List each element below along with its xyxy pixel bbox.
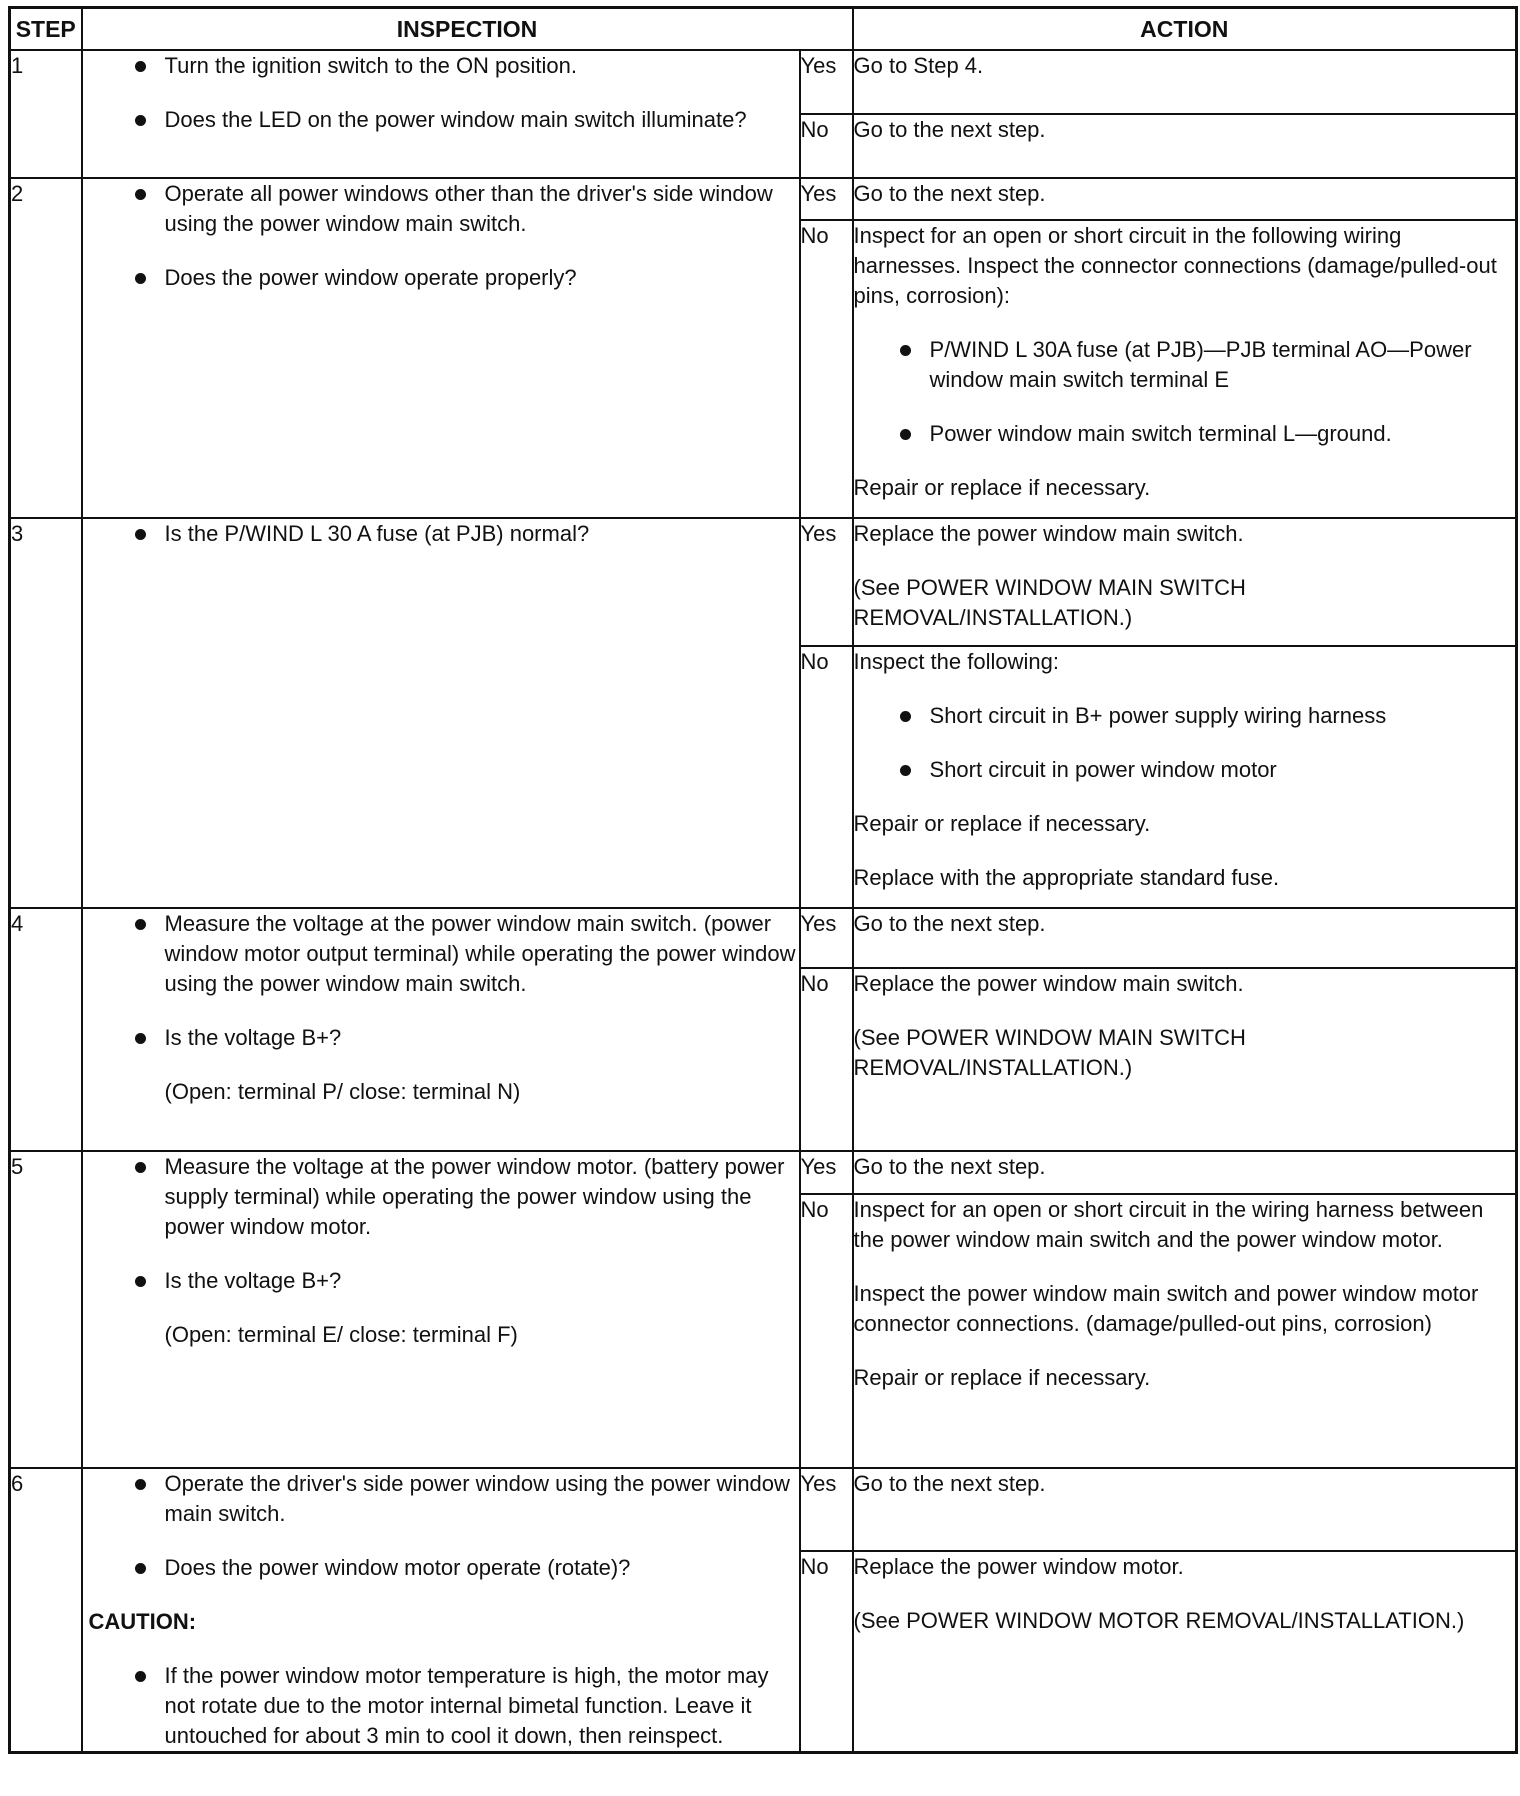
step-number: 1: [10, 50, 82, 178]
no-action-end: Repair or replace if necessary.: [853, 475, 1151, 500]
table-row: [10, 908, 1517, 968]
yes-label: Yes: [800, 908, 853, 968]
inspection-item: Does the power window operate properly?: [83, 263, 799, 293]
inspection-header: INSPECTION: [82, 8, 853, 51]
inspection-item: Operate the driver's side power window using the power window main switch.: [83, 1469, 799, 1529]
no-action-item: P/WIND L 30A fuse (at PJB)—PJB terminal AO—Power window main switch terminal E: [854, 335, 1516, 395]
no-action-text: Replace the power window main switch.: [853, 971, 1244, 996]
yes-action: Go to the next step.: [853, 1151, 1517, 1194]
yes-label: Yes: [800, 518, 853, 646]
table-row: [10, 50, 1517, 114]
yes-action-note: (See POWER WINDOW MAIN SWITCH REMOVAL/INSTALLATION.): [853, 575, 1246, 630]
no-label: No: [800, 114, 853, 178]
step-header: STEP: [10, 8, 82, 51]
caution-item: If the power window motor temperature is high, the motor may not rotate due to the motor internal bimetal function. Leave it untouched for about 3 min to cool it down, then reinspect.: [83, 1661, 799, 1751]
inspection-cell: [82, 1468, 800, 1753]
yes-action-text: Replace the power window main switch.: [853, 521, 1244, 546]
action-header: ACTION: [853, 8, 1517, 51]
no-label: No: [800, 968, 853, 1151]
inspection-item: Does the LED on the power window main switch illuminate?: [83, 105, 799, 135]
step-number: 6: [10, 1468, 82, 1753]
table-row: [10, 178, 1517, 220]
yes-action: Go to the next step.: [853, 1468, 1517, 1551]
no-action-note: (See POWER WINDOW MAIN SWITCH REMOVAL/INSTALLATION.): [853, 1025, 1246, 1080]
inspection-note: (Open: terminal P/ close: terminal N): [164, 1079, 521, 1104]
no-action-text: Inspect the power window main switch and power window motor connector connections. (damage/pulled-out pins, corrosion): [853, 1281, 1479, 1336]
step-number: 5: [10, 1151, 82, 1468]
step-number: 2: [10, 178, 82, 518]
no-label: No: [800, 1194, 853, 1468]
no-action-end: Repair or replace if necessary.: [853, 811, 1151, 836]
no-action-item: Power window main switch terminal L—ground.: [854, 419, 1516, 449]
no-label: No: [800, 220, 853, 518]
step-number: 3: [10, 518, 82, 908]
yes-label: Yes: [800, 178, 853, 220]
inspection-cell: [82, 1151, 800, 1468]
header-row: [10, 8, 1517, 51]
no-action-end: Repair or replace if necessary.: [853, 1365, 1151, 1390]
inspection-item: Is the voltage B+?: [83, 1266, 799, 1296]
no-action-note: (See POWER WINDOW MOTOR REMOVAL/INSTALLATION.): [853, 1608, 1465, 1633]
no-action-intro: Inspect for an open or short circuit in the wiring harness between the power window main switch and the power window motor.: [853, 1197, 1484, 1252]
inspection-item: Turn the ignition switch to the ON position.: [83, 51, 799, 81]
no-action: [853, 968, 1517, 1151]
table-row: [10, 518, 1517, 646]
table-row: [10, 1468, 1517, 1551]
troubleshooting-table: [8, 6, 1518, 1754]
yes-action: Go to Step 4.: [853, 50, 1517, 114]
no-action-end: Replace with the appropriate standard fuse.: [853, 865, 1280, 890]
yes-label: Yes: [800, 1151, 853, 1194]
inspection-cell: [82, 908, 800, 1151]
no-action-intro: Inspect for an open or short circuit in the following wiring harnesses. Inspect the connector connections (damage/pulled-out pins, corrosion):: [853, 223, 1497, 308]
yes-label: Yes: [800, 50, 853, 114]
no-action-item: Short circuit in power window motor: [854, 755, 1516, 785]
no-label: No: [800, 646, 853, 908]
no-action: [853, 1194, 1517, 1468]
yes-action: Go to the next step.: [853, 178, 1517, 220]
inspection-item: Does the power window motor operate (rotate)?: [83, 1553, 799, 1583]
inspection-item: Operate all power windows other than the driver's side window using the power window main switch.: [83, 179, 799, 239]
inspection-item: Measure the voltage at the power window main switch. (power window motor output terminal) while operating the power window using the power window main switch.: [83, 909, 799, 999]
inspection-item: Measure the voltage at the power window motor. (battery power supply terminal) while operating the power window using the power window motor.: [83, 1152, 799, 1242]
inspection-note: (Open: terminal E/ close: terminal F): [164, 1322, 518, 1347]
no-action-intro: Inspect the following:: [853, 649, 1059, 674]
no-action: Go to the next step.: [853, 114, 1517, 178]
no-action-text: Replace the power window motor.: [853, 1554, 1184, 1579]
yes-label: Yes: [800, 1468, 853, 1551]
inspection-item: Is the voltage B+?: [83, 1023, 799, 1053]
no-action: [853, 1551, 1517, 1753]
no-label: No: [800, 1551, 853, 1753]
caution-heading: CAUTION:: [88, 1609, 197, 1634]
inspection-item: Is the P/WIND L 30 A fuse (at PJB) normal?: [83, 519, 799, 549]
inspection-cell: [82, 518, 800, 908]
inspection-cell: [82, 178, 800, 518]
no-action-item: Short circuit in B+ power supply wiring harness: [854, 701, 1516, 731]
yes-action: [853, 518, 1517, 646]
no-action: [853, 646, 1517, 908]
yes-action: Go to the next step.: [853, 908, 1517, 968]
table-row: [10, 1151, 1517, 1194]
no-action: [853, 220, 1517, 518]
step-number: 4: [10, 908, 82, 1151]
inspection-cell: [82, 50, 800, 178]
